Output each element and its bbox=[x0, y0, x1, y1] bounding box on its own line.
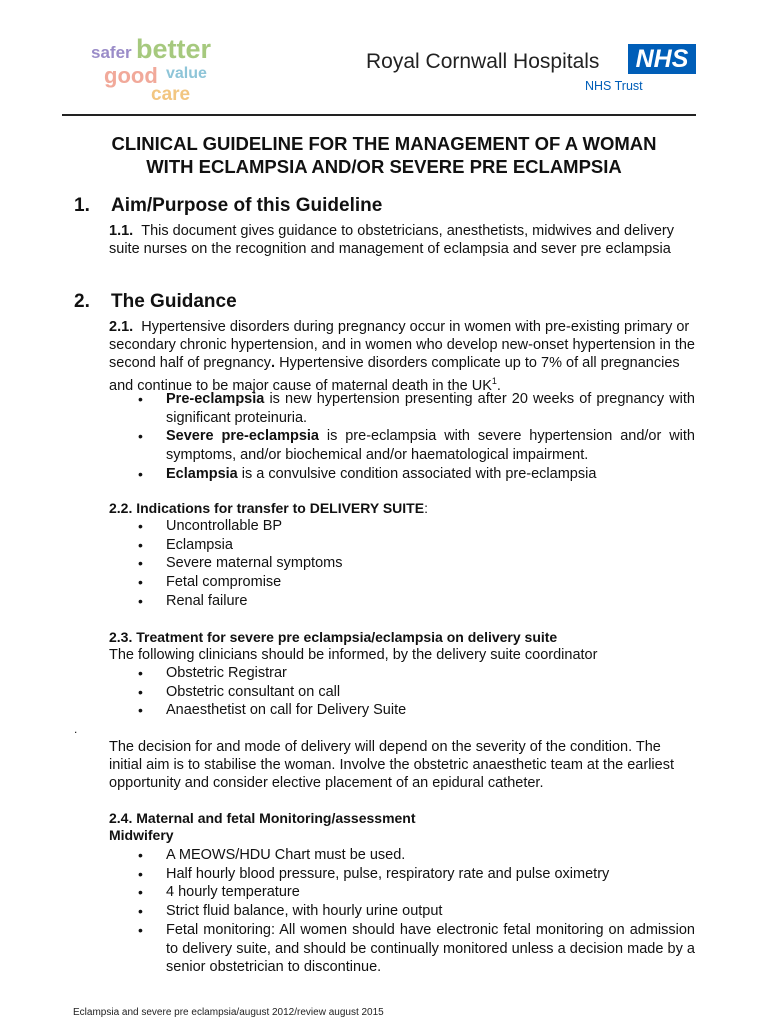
paragraph-text: This document gives guidance to obstetricians, anesthetists, midwives and delivery suite nurses on the recognition and management of eclampsia and sever pre eclampsia bbox=[109, 223, 674, 257]
section-title: The Guidance bbox=[111, 291, 237, 312]
list-item bbox=[137, 390, 695, 427]
heading-colon: : bbox=[424, 500, 428, 516]
paragraph-1-1 bbox=[109, 222, 695, 258]
list-item: • Fetal compromise bbox=[137, 573, 695, 592]
definitions-list bbox=[137, 390, 695, 484]
organisation-name: Royal Cornwall Hospitals bbox=[366, 50, 600, 73]
section-number: 1. bbox=[74, 195, 90, 216]
subsection-2-4-heading: 2.4. Maternal and fetal Monitoring/assessment bbox=[109, 810, 416, 826]
subsection-2-2-heading bbox=[109, 500, 428, 516]
list-item: • Uncontrollable BP bbox=[137, 517, 695, 536]
term: Eclampsia bbox=[166, 465, 238, 482]
section-number: 2. bbox=[74, 291, 90, 312]
logo-word-good: good bbox=[104, 63, 158, 88]
nhs-trust-label: NHS Trust bbox=[585, 79, 643, 93]
midwifery-subheading: Midwifery bbox=[109, 827, 174, 843]
list-item: • Renal failure bbox=[137, 592, 695, 611]
logo-word-value: value bbox=[166, 65, 207, 82]
logo-word-care: care bbox=[151, 84, 191, 105]
list-item: • Strict fluid balance, with hourly urine output bbox=[137, 902, 695, 921]
title-line-1: CLINICAL GUIDELINE FOR THE MANAGEMENT OF A WOMAN bbox=[111, 133, 657, 154]
definition: is pre-eclampsia with severe hypertension and/or with symptoms, and/or biochemical and/or haematological impairment. bbox=[166, 428, 695, 464]
list-item: • 4 hourly temperature bbox=[137, 883, 695, 902]
list-item: • Anaesthetist on call for Delivery Suite bbox=[137, 701, 695, 720]
document-title bbox=[62, 132, 706, 178]
subsection-title: 2.2. Indications for transfer to DELIVERY SUITE bbox=[109, 500, 425, 516]
subsection-2-3-heading: 2.3. Treatment for severe pre eclampsia/eclampsia on delivery suite bbox=[109, 629, 558, 645]
section-title: Aim/Purpose of this Guideline bbox=[111, 195, 383, 216]
monitoring-list bbox=[137, 846, 695, 977]
page-footer: Eclampsia and severe pre eclampsia/august 2012/review august 2015 bbox=[73, 1007, 384, 1018]
paragraph-2-1 bbox=[109, 318, 695, 395]
section-2-heading bbox=[74, 291, 674, 315]
logo-word-safer: safer bbox=[91, 43, 132, 62]
delivery-decision-paragraph: The decision for and mode of delivery will depend on the severity of the condition. The initial aim is to stabilise the woman. Involve the obstetric anaesthetic team at the earliest opportunity and consider elective placement of an epidural catheter. bbox=[109, 739, 674, 791]
list-item: • A MEOWS/HDU Chart must be used. bbox=[137, 846, 695, 865]
list-item: • Obstetric consultant on call bbox=[137, 683, 695, 702]
paragraph-text-a: Hypertensive disorders during pregnancy occur in women with pre-existing primary or secondary chronic hypertension, and in women who develop new-onset hypertension in the second half of pregnancy bbox=[109, 319, 695, 371]
definition: is new hypertension presenting after 20 weeks of pregnancy with significant proteinuria. bbox=[166, 391, 695, 426]
paragraph-number: 2.1. bbox=[109, 319, 134, 335]
definition: is a convulsive condition associated with pre-eclampsia bbox=[237, 465, 597, 482]
term: Pre-eclampsia bbox=[166, 391, 265, 407]
list-item: • Fetal monitoring: All women should have electronic fetal monitoring on admission to delivery suite, and should be continually monitored unless a decision made by a senior obstetrician to discontinue. bbox=[137, 921, 695, 977]
logo-word-better: better bbox=[136, 34, 212, 64]
title-line-2: WITH ECLAMPSIA AND/OR SEVERE PRE ECLAMPSIA bbox=[146, 156, 622, 177]
trust-logo bbox=[88, 34, 228, 108]
footnote-ref: 1 bbox=[491, 376, 497, 386]
clinicians-intro: The following clinicians should be informed, by the delivery suite coordinator bbox=[109, 647, 598, 663]
list-item bbox=[137, 465, 695, 484]
header-divider bbox=[62, 114, 696, 116]
stray-mark: . bbox=[74, 722, 78, 736]
section-1-heading bbox=[74, 195, 674, 219]
bold-period: . bbox=[271, 355, 276, 371]
paragraph-number: 1.1. bbox=[109, 223, 134, 239]
paragraph-end: . bbox=[496, 377, 501, 394]
term: Severe pre-eclampsia bbox=[166, 428, 319, 445]
list-item: • Obstetric Registrar bbox=[137, 664, 695, 683]
list-item: • Half hourly blood pressure, pulse, respiratory rate and pulse oximetry bbox=[137, 865, 695, 884]
transfer-indications-list bbox=[137, 517, 695, 611]
list-item: • Eclampsia bbox=[137, 536, 695, 555]
list-item: • Severe maternal symptoms bbox=[137, 554, 695, 573]
paragraph-text-b: Hypertensive disorders complicate up to 7% of all pregnancies and continue to be major cause of maternal death in the UK bbox=[109, 355, 680, 394]
list-item bbox=[137, 427, 695, 464]
nhs-logo: NHS bbox=[628, 44, 696, 74]
clinicians-list bbox=[137, 664, 695, 720]
